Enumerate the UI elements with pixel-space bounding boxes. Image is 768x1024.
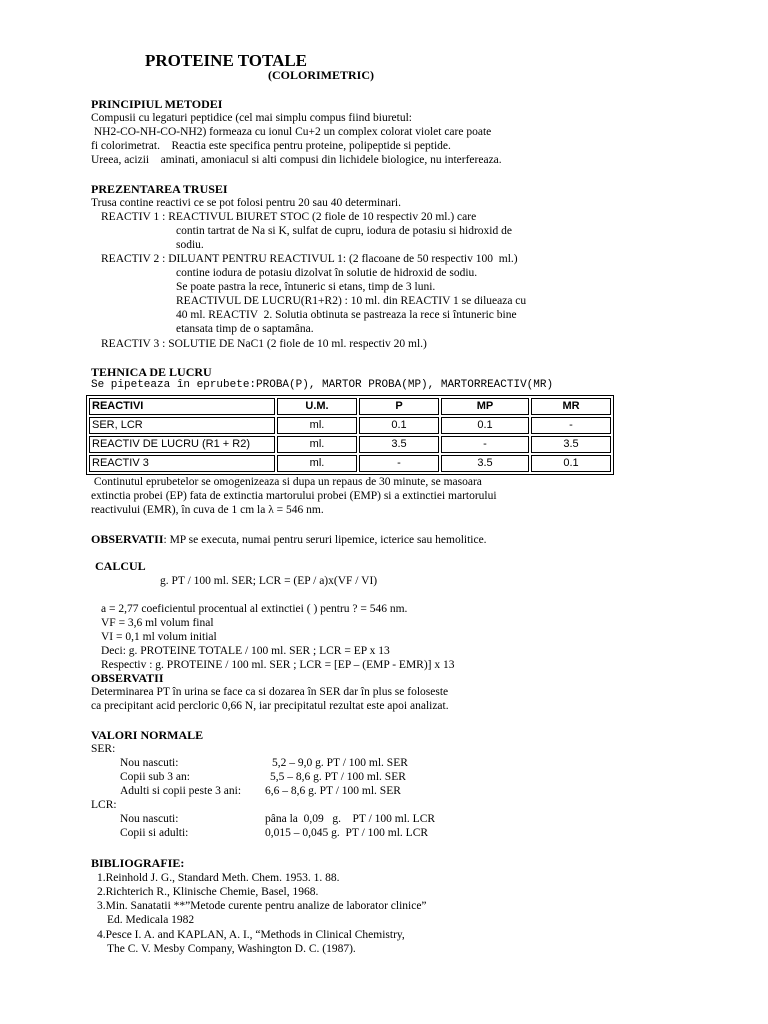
principiu-line: Compusii cu legaturi peptidice (cel mai simplu compus fiind biuretul: xyxy=(91,112,412,124)
tehnica-after-line: extinctia probei (EP) fata de extinctia martorului probei (EMP) si a extinctiei martorului xyxy=(91,490,497,502)
page-subtitle: (COLORIMETRIC) xyxy=(268,68,375,82)
prezentare-line: REACTIV 3 : SOLUTIE DE NaC1 (2 fiole de 10 ml. respectiv 20 ml.) xyxy=(101,338,427,350)
table-header: P xyxy=(359,398,439,415)
prezentare-line: REACTIV 2 : DILUANT PENTRU REACTIVUL 1: (2 flacoane de 50 respectiv 100 ml.) xyxy=(101,253,518,265)
prezentare-line: etansata timp de o saptamâna. xyxy=(176,323,314,335)
prezentare-line: contin tartrat de Na si K, sulfat de cupru, iodura de potasiu si hidroxid de xyxy=(176,225,512,237)
valori-lcr-item-label: Copii si adulti: xyxy=(120,827,189,839)
valori-ser-item-label: Nou nascuti: xyxy=(120,757,179,769)
bibliografie-line: 2.Richterich R., Klinische Chemie, Basel, 1968. xyxy=(97,886,319,898)
table-header-row xyxy=(89,398,611,415)
tehnica-line: Se pipeteaza în eprubete:PROBA(P), MARTOR PROBA(MP), MARTORREACTIV(MR) xyxy=(91,379,554,391)
bibliografie-line: 4.Pesce I. A. and KAPLAN, A. I., “Methods in Clinical Chemistry, xyxy=(97,929,405,941)
table-cell: ml. xyxy=(277,455,357,472)
table-header: MP xyxy=(441,398,529,415)
table-cell: 3.5 xyxy=(359,436,439,453)
observatii-text: : MP se executa, numai pentru seruri lipemice, icterice sau hemolitice. xyxy=(163,534,487,546)
bibliografie-line: The C. V. Mesby Company, Washington D. C. (1987). xyxy=(107,943,356,955)
calcul-line: Respectiv : g. PROTEINE / 100 ml. SER ; LCR = [EP – (EMP - EMR)] x 13 xyxy=(101,659,455,671)
bibliografie-line: 1.Reinhold J. G., Standard Meth. Chem. 1953. 1. 88. xyxy=(97,872,340,884)
prezentare-line: Se poate pastra la rece, întuneric si etans, timp de 3 luni. xyxy=(176,281,436,293)
tehnica-after-line: Continutul eprubetelor se omogenizeaza si dupa un repaus de 30 minute, se masoara xyxy=(91,476,482,488)
prezentare-line: contine iodura de potasiu dizolvat în solutie de hidroxid de sodiu. xyxy=(176,267,478,279)
bibliografie-line: 3.Min. Sanatatii **”Metode curente pentru analize de laborator clinice” xyxy=(97,900,427,912)
prezentare-line: 40 ml. REACTIV 2. Solutia obtinuta se pastreaza la rece si întuneric bine xyxy=(176,309,517,321)
table-cell: ml. xyxy=(277,417,357,434)
principiu-line: NH2-CO-NH-CO-NH2) formeaza cu ionul Cu+2 un complex colorat violet care poate xyxy=(91,126,492,138)
table-cell: 3.5 xyxy=(531,436,611,453)
table-cell: 0.1 xyxy=(359,417,439,434)
prezentare-line: sodiu. xyxy=(176,239,204,251)
principiu-line: fi colorimetrat. Reactia este specifica pentru proteine, polipeptide si peptide. xyxy=(91,140,451,152)
table-cell: SER, LCR xyxy=(89,417,275,434)
table-cell: 0.1 xyxy=(441,417,529,434)
table-cell: REACTIV 3 xyxy=(89,455,275,472)
tehnica-heading: TEHNICA DE LUCRU xyxy=(91,365,212,379)
valori-heading: VALORI NORMALE xyxy=(91,728,204,742)
table-row xyxy=(89,455,611,472)
table-header: REACTIVI xyxy=(89,398,275,415)
table-cell: - xyxy=(359,455,439,472)
calcul-formula: g. PT / 100 ml. SER; LCR = (EP / a)x(VF / VI) xyxy=(160,575,378,587)
valori-lcr-label: LCR: xyxy=(91,799,117,811)
tehnica-after-line: reactivului (EMR), în cuva de 1 cm la λ = 546 nm. xyxy=(91,504,324,516)
observatii-paragraph xyxy=(91,533,487,548)
page-title: PROTEINE TOTALE xyxy=(145,51,308,70)
reagents-table xyxy=(86,395,614,475)
table-cell: ml. xyxy=(277,436,357,453)
calcul-line: Deci: g. PROTEINE TOTALE / 100 ml. SER ; LCR = EP x 13 xyxy=(101,645,390,657)
principiu-heading: PRINCIPIUL METODEI xyxy=(91,97,223,111)
valori-ser-item-value: 5,5 – 8,6 g. PT / 100 ml. SER xyxy=(270,771,406,783)
observatii2-line: ca precipitant acid percloric 0,66 N, iar precipitatul rezultat este apoi analizat. xyxy=(91,700,449,712)
table-row xyxy=(89,436,611,453)
table-cell: 0.1 xyxy=(531,455,611,472)
prezentare-line: Trusa contine reactivi ce se pot folosi pentru 20 sau 40 determinari. xyxy=(91,197,401,209)
principiu-line: Ureea, acizii aminati, amoniacul si alti compusi din lichidele biologice, nu interfereaza. xyxy=(91,154,502,166)
bibliografie-line: Ed. Medicala 1982 xyxy=(107,914,195,926)
calcul-line: VI = 0,1 ml volum initial xyxy=(101,631,217,643)
valori-ser-item-value: 6,6 – 8,6 g. PT / 100 ml. SER xyxy=(265,785,401,797)
observatii-heading: OBSERVATII xyxy=(91,532,164,546)
valori-lcr-item-value: 0,015 – 0,045 g. PT / 100 ml. LCR xyxy=(265,827,429,839)
valori-ser-item-label: Adulti si copii peste 3 ani: xyxy=(120,785,242,797)
table-cell: REACTIV DE LUCRU (R1 + R2) xyxy=(89,436,275,453)
valori-ser-label: SER: xyxy=(91,743,116,755)
table-header: U.M. xyxy=(277,398,357,415)
prezentare-line: REACTIV 1 : REACTIVUL BIURET STOC (2 fiole de 10 respectiv 20 ml.) care xyxy=(101,211,477,223)
valori-ser-item-label: Copii sub 3 an: xyxy=(120,771,190,783)
table-cell: 3.5 xyxy=(441,455,529,472)
table-cell: - xyxy=(531,417,611,434)
table-header: MR xyxy=(531,398,611,415)
prezentare-heading: PREZENTAREA TRUSEI xyxy=(91,182,228,196)
valori-lcr-item-label: Nou nascuti: xyxy=(120,813,179,825)
table-row xyxy=(89,417,611,434)
observatii2-line: Determinarea PT în urina se face ca si dozarea în SER dar în plus se foloseste xyxy=(91,686,449,698)
calcul-heading: CALCUL xyxy=(95,559,146,573)
calcul-line: a = 2,77 coeficientul procentual al extinctiei ( ) pentru ? = 546 nm. xyxy=(101,603,408,615)
table-cell: - xyxy=(441,436,529,453)
calcul-line: VF = 3,6 ml volum final xyxy=(101,617,214,629)
prezentare-line: REACTIVUL DE LUCRU(R1+R2) : 10 ml. din REACTIV 1 se dilueaza cu xyxy=(176,295,527,307)
bibliografie-heading: BIBLIOGRAFIE: xyxy=(91,856,185,870)
valori-ser-item-value: 5,2 – 9,0 g. PT / 100 ml. SER xyxy=(272,757,408,769)
observatii2-heading: OBSERVATII xyxy=(91,671,164,685)
valori-lcr-item-value: pâna la 0,09 g. PT / 100 ml. LCR xyxy=(265,813,436,825)
